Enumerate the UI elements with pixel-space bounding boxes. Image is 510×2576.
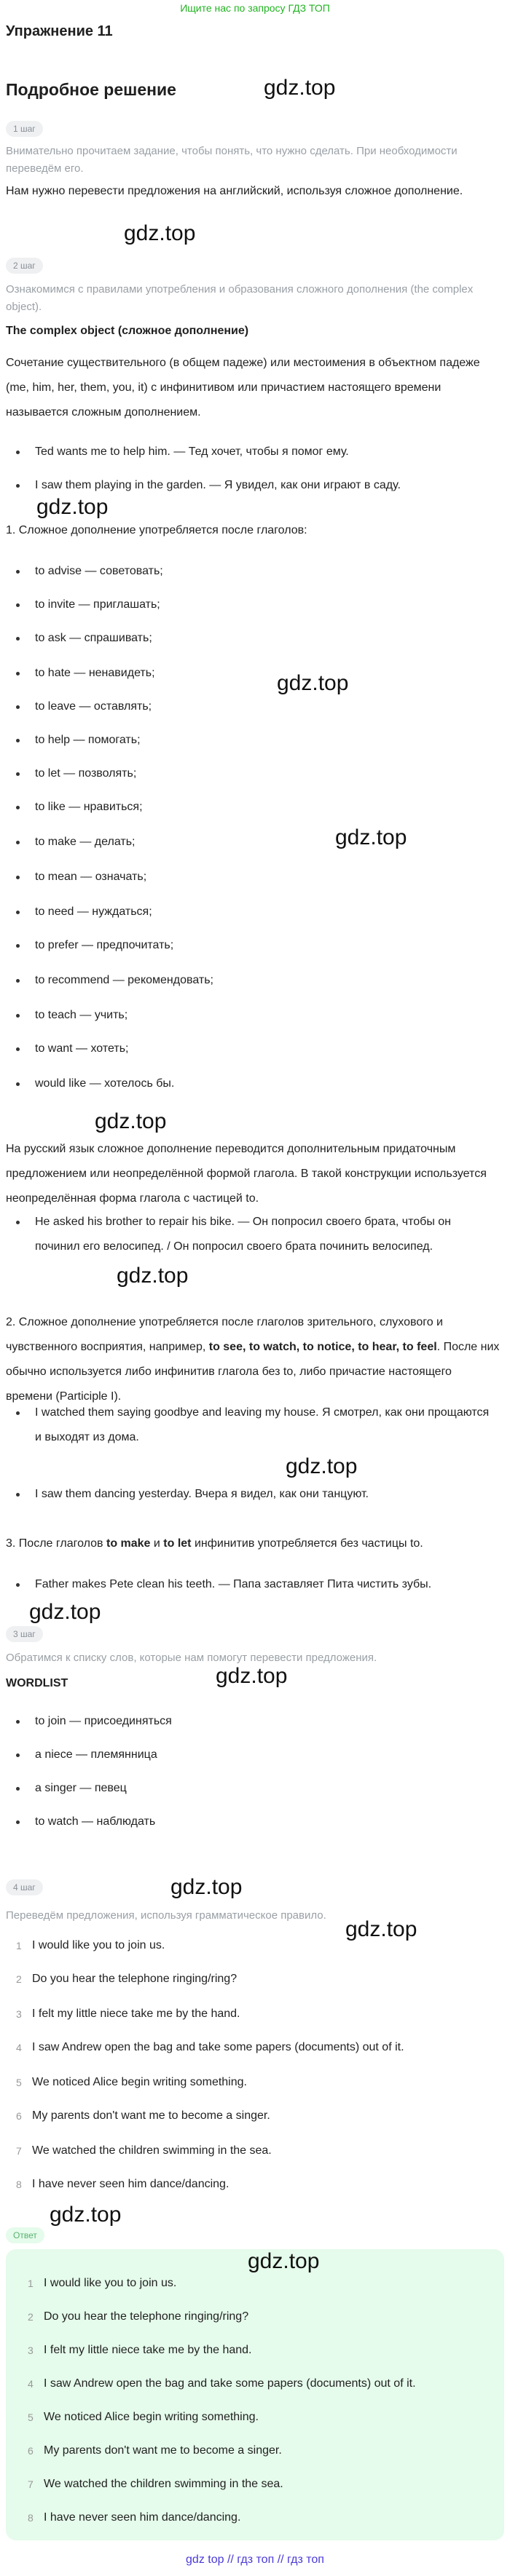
verb-item: to make — делать; [16,830,497,855]
sentence-item: 3 I felt my little niece take me by the hand. [16,2008,240,2020]
answer-item: 1 I would like you to join us. [28,2277,177,2289]
verb-item: to let — позволять; [16,761,497,786]
verb-item: to help — помогать; [16,728,497,753]
verb-item: to advise — советовать; [16,559,497,584]
verb-item: to like — нравиться; [16,795,497,820]
answer-item: 7 We watched the children swimming in the sea. [28,2478,283,2490]
verb-item: to leave — оставлять; [16,694,497,719]
verb-item: to teach — учить; [16,1003,497,1028]
word-item: a singer — певец [16,1776,497,1801]
answer-badge: Ответ [6,2227,44,2243]
watermark: gdz.top [95,1109,167,1133]
step-badge: 1 шаг [6,121,43,137]
answer-item: 2 Do you hear the telephone ringing/ring? [28,2310,249,2323]
step-paragraph: Нам нужно перевести предложения на английский, используя сложное дополнение. [6,185,463,197]
step-hint: Обратимся к списку слов, которые нам помогут перевести предложения. [6,1652,377,1664]
rule-heading: The complex object (сложное дополнение) [6,325,249,337]
verb-item: to hate — ненавидеть; [16,661,497,686]
watermark: gdz.top [36,495,109,519]
wordlist-heading: WORDLIST [6,1677,68,1689]
watermark: gdz.top [264,76,336,100]
sentence-item: 6 My parents don't want me to become a singer. [16,2109,270,2122]
verb-item: to want — хотеть; [16,1037,497,1061]
rule-2: 2. Сложное дополнение употребляется после глаголов зрительного, слухового и чувственного восприятия, например, to see, to watch, to notice, to hear, to feel. После них обычно используется либо инфинитив глагола без to, либо причастие настоящего времени (Participle I). [6,1316,500,1403]
step-hint: Внимательно прочитаем задание, чтобы понять, что нужно сделать. При необходимости переведём его. [6,145,458,175]
verb-item: would like — хотелось бы. [16,1071,497,1096]
exercise-title: Упражнение 11 [6,23,113,39]
answer-item: 8 I have never seen him dance/dancing. [28,2511,241,2524]
rule-1: 1. Сложное дополнение употребляется после глаголов: [6,524,307,536]
watermark: gdz.top [286,1454,358,1478]
sentence-item: 7 We watched the children swimming in the sea. [16,2144,272,2157]
promo-banner[interactable]: Ищите нас по запросу ГДЗ ТОП [180,2,330,14]
step-badge: 3 шаг [6,1626,43,1642]
sentence-item: 5 We noticed Alice begin writing something. [16,2076,247,2088]
watermark: gdz.top [216,1664,288,1688]
sentence-item: 2 Do you hear the telephone ringing/ring? [16,1973,238,1985]
sentence-item: 4 I saw Andrew open the bag and take some papers (documents) out of it. [16,2041,404,2053]
step-hint: Переведём предложения, используя грамматическое правило. [6,1909,326,1922]
list-item: He asked his brother to repair his bike. — Он попросил своего брата, чтобы он починил его велосипед. / Он попросил своего брата починить велосипед. [16,1210,497,1259]
watermark: gdz.top [335,825,407,849]
verb-item: to prefer — предпочитать; [16,933,497,958]
watermark: gdz.top [29,1600,101,1624]
step-badge: 2 шаг [6,258,43,274]
verb-item: to mean — означать; [16,865,497,889]
watermark: gdz.top [248,2249,320,2273]
word-item: to join — присоединяться [16,1709,497,1734]
word-item: to watch — наблюдать [16,1810,497,1834]
verb-item: to ask — спрашивать; [16,626,497,651]
list-item: Ted wants me to help him. — Тед хочет, чтобы я помог ему. [16,440,497,464]
answer-item: 3 I felt my little niece take me by the hand. [28,2344,252,2356]
list-item: Father makes Pete clean his teeth. — Папа заставляет Пита чистить зубы. [16,1572,497,1597]
verb-item: to recommend — рекомендовать; [16,968,497,993]
rule-3: 3. После глаголов to make и to let инфинитив употребляется без частицы to. [6,1537,423,1550]
watermark: gdz.top [117,1264,189,1288]
word-item: a niece — племянница [16,1743,497,1767]
answer-item: 4 I saw Andrew open the bag and take some papers (documents) out of it. [28,2377,416,2390]
verb-item: to need — нуждаться; [16,900,497,924]
sentence-item: 1 I would like you to join us. [16,1939,165,1951]
watermark: gdz.top [277,671,349,695]
section-title: Подробное решение [6,80,176,99]
answer-item: 5 We noticed Alice begin writing something. [28,2411,259,2423]
list-item: I watched them saying goodbye and leaving my house. Я смотрел, как они прощаются и выходят из дома. [16,1400,497,1450]
watermark: gdz.top [345,1917,417,1941]
step-hint: Ознакомимся с правилами употребления и образования сложного дополнения (the complex object). [6,283,474,313]
translation-paragraph: На русский язык сложное дополнение переводится дополнительным придаточным предложением или неопределённой формой глагола. В такой конструкции используется неопределённая форма глагола с частицей to. [6,1143,487,1205]
rule-intro: Сочетание существительного (в общем падеже) или местоимения в объектном падеже (me, him, her, them, you, it) с инфинитивом или причастием настоящего времени называется сложным дополнением. [6,357,480,419]
step-badge: 4 шаг [6,1879,43,1895]
answer-item: 6 My parents don't want me to become a singer. [28,2444,282,2457]
watermark: gdz.top [170,1875,243,1899]
watermark: gdz.top [124,221,196,245]
list-item: I saw them dancing yesterday. Вчера я видел, как они танцуют. [16,1482,497,1507]
list-item: I saw them playing in the garden. — Я увидел, как они играют в саду. [16,473,497,498]
sentence-item: 8 I have never seen him dance/dancing. [16,2178,230,2190]
verb-item: to invite — приглашать; [16,593,497,617]
footer-links[interactable]: gdz top // гдз топ // гдз топ [186,2553,324,2566]
watermark: gdz.top [50,2203,122,2227]
